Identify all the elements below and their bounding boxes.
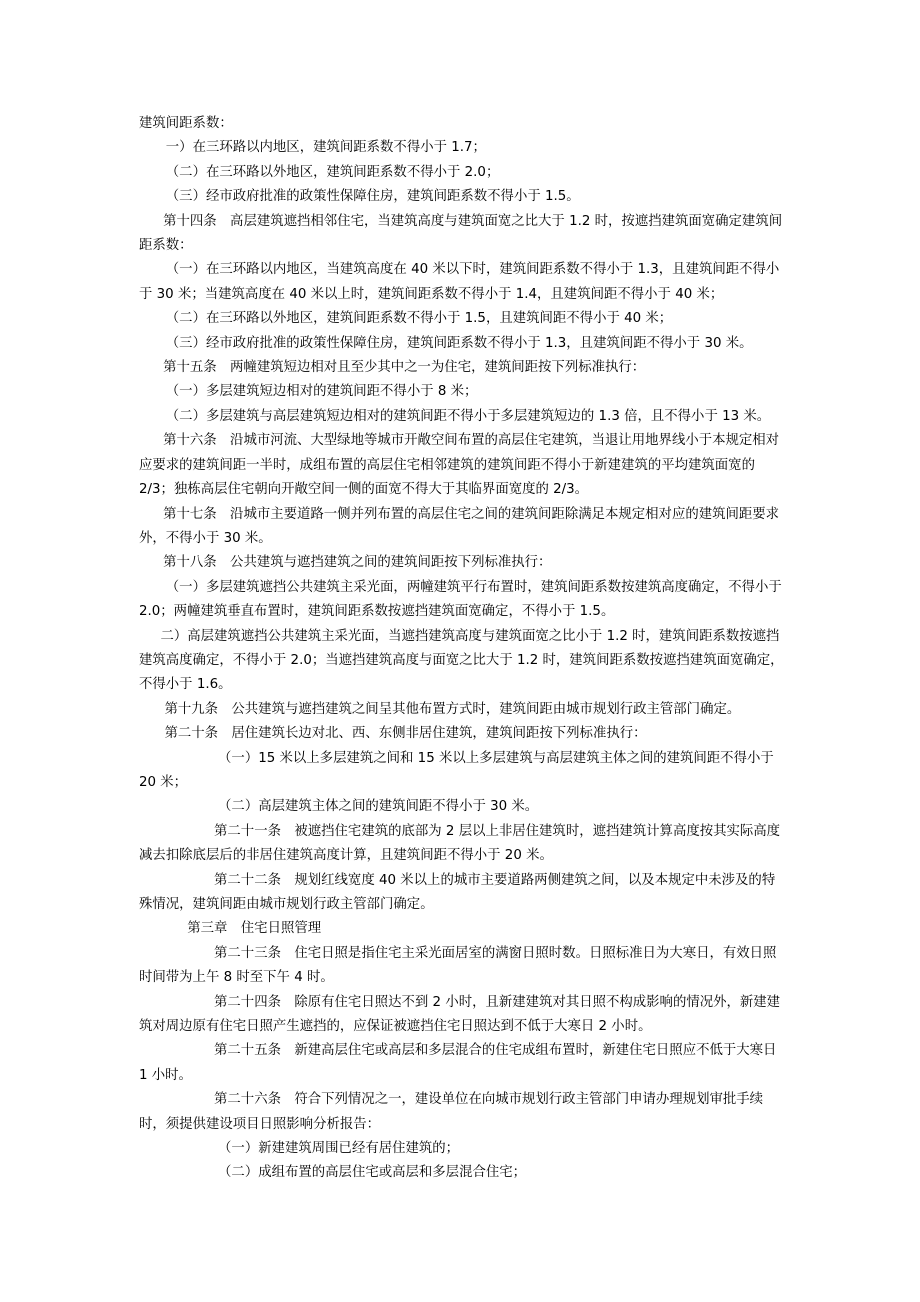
article-25: 第二十五条 新建高层住宅或高层和多层混合的住宅成组布置时，新建住宅日照应不低于大寒日 1 小时。: [139, 1043, 777, 1083]
paragraph: （三）经市政府批准的政策性保障住房，建筑间距系数不得小于 1.5。: [165, 189, 580, 205]
paragraph: （二）成组布置的高层住宅或高层和多层混合住宅；: [218, 1165, 527, 1181]
article-26: 第二十六条 符合下列情况之一，建设单位在向城市规划行政主管部门申请办理规划审批手续时，须提供建设项目日照影响分析报告：: [139, 1092, 764, 1132]
article-22: 第二十二条 规划红线宽度 40 米以上的城市主要道路两侧建筑之间，以及本规定中未涉及的特殊情况，建筑间距由城市规划行政主管部门确定。: [139, 872, 776, 912]
document-body: [139, 112, 784, 1186]
article-21: 第二十一条 被遮挡住宅建筑的底部为 2 层以上非居住建筑时，遮挡建筑计算高度按其实际高度减去扣除底层后的非居住建筑高度计算，且建筑间距不得小于 20 米。: [139, 823, 781, 864]
paragraph: （一）多层建筑短边相对的建筑间距不得小于 8 米；: [165, 384, 478, 400]
paragraph: （二）在三环路以外地区，建筑间距系数不得小于 2.0；: [165, 164, 500, 180]
paragraph: （二）在三环路以外地区，建筑间距系数不得小于 1.5，且建筑间距不得小于 40 米；: [165, 311, 673, 327]
paragraph: （二）多层建筑与高层建筑短边相对的建筑间距不得小于多层建筑短边的 1.3 倍，且不得小于 13 米。: [165, 408, 771, 424]
article-24: 第二十四条 除原有住宅日照达不到 2 小时，且新建建筑对其日照不构成影响的情况外，新建建筑对周边原有住宅日照产生遮挡的，应保证被遮挡住宅日照达到不低于大寒日 2 小时。: [139, 994, 781, 1035]
paragraph: 二）高层建筑遮挡公共建筑主采光面，当遮挡建筑高度与建筑面宽之比小于 1.2 时，建筑间距系数按遮挡建筑高度确定，不得小于 2.0；当遮挡建筑高度与面宽之比大于 1.2 时，建筑间距系数按遮挡建筑面宽确定，不得小于 1.6。: [139, 628, 784, 693]
article-16: 第十六条 沿城市河流、大型绿地等城市开敞空间布置的高层住宅建筑，当退让用地界线小于本规定相对应要求的建筑间距一半时，成组布置的高层住宅相邻建筑的建筑间距不得小于新建建筑的平均建筑面宽的 2/3；独栋高层住宅朝向开敞空间一侧的面宽不得大于其临界面宽度的 2/3。: [139, 433, 780, 498]
paragraph: （一）新建建筑周围已经有居住建筑的；: [218, 1141, 460, 1157]
paragraph: （一）多层建筑遮挡公共建筑主采光面，两幢建筑平行布置时，建筑间距系数按建筑高度确定，不得小于 2.0；两幢建筑垂直布置时，建筑间距系数按遮挡建筑面宽确定，不得小于 1.5。: [139, 579, 782, 620]
article-17: 第十七条 沿城市主要道路一侧并列布置的高层住宅之间的建筑间距除满足本规定相对应的建筑间距要求外，不得小于 30 米。: [139, 506, 780, 546]
article-19: 第十九条 公共建筑与遮挡建筑之间呈其他布置方式时，建筑间距由城市规划行政主管部门确定。: [164, 701, 741, 717]
paragraph: （二）高层建筑主体之间的建筑间距不得小于 30 米。: [218, 799, 539, 815]
paragraph: （三）经市政府批准的政策性保障住房，建筑间距系数不得小于 1.3，且建筑间距不得小于 30 米。: [165, 335, 753, 351]
article-23: 第二十三条 住宅日照是指住宅主采光面居室的满窗日照时数。日照标准日为大寒日，有效日照时间带为上午 8 时至下午 4 时。: [139, 945, 777, 986]
paragraph: （一）15 米以上多层建筑之间和 15 米以上多层建筑与高层建筑主体之间的建筑间距不得小于 20 米；: [139, 750, 774, 790]
article-15: 第十五条 两幢建筑短边相对且至少其中之一为住宅，建筑间距按下列标准执行：: [163, 360, 646, 376]
paragraph: 建筑间距系数：: [139, 116, 233, 131]
chapter-3-heading: 第三章 住宅日照管理: [187, 921, 322, 937]
article-18: 第十八条 公共建筑与遮挡建筑之间的建筑间距按下列标准执行：: [163, 555, 552, 571]
paragraph: （一）在三环路以内地区，当建筑高度在 40 米以下时，建筑间距系数不得小于 1.3，且建筑间距不得小于 30 米；当建筑高度在 40 米以上时，建筑间距系数不得小于 1.4，且建筑间距不得小于 40 米；: [139, 262, 780, 302]
article-20: 第二十条 居住建筑长边对北、西、东侧非居住建筑，建筑间距按下列标准执行：: [164, 726, 647, 742]
article-14: 第十四条 高层建筑遮挡相邻住宅，当建筑高度与建筑面宽之比大于 1.2 时，按遮挡建筑面宽确定建筑间距系数：: [139, 213, 783, 254]
paragraph: 一）在三环路以内地区，建筑间距系数不得小于 1.7；: [165, 140, 486, 156]
